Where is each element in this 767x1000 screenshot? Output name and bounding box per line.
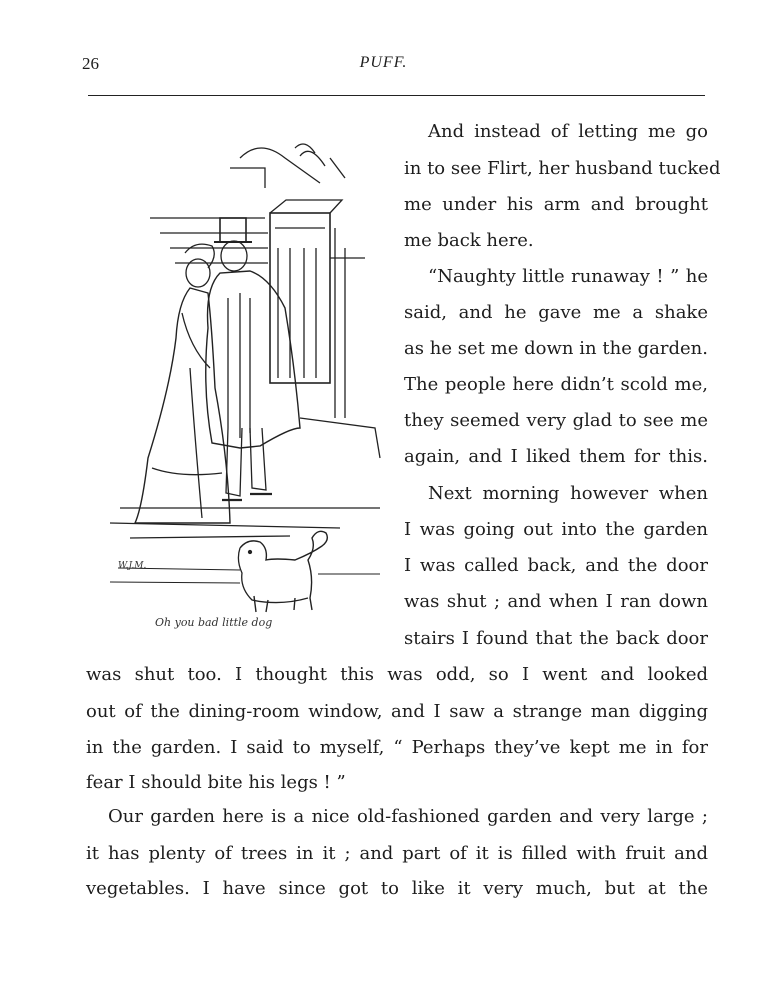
text-line: Next morning however when [428, 483, 708, 504]
illustration-caption: Oh you bad little dog [155, 616, 273, 629]
illustration [90, 128, 390, 643]
text-line: I was going out into the garden [404, 519, 708, 540]
text-line: said, and he gave me a shake [404, 302, 708, 323]
artist-signature: W.J.M. [118, 561, 147, 571]
text-line: stairs I found that the back door [404, 628, 708, 649]
text-line: vegetables. I have since got to like it very much, but at the [86, 878, 708, 899]
text-line: as he set me down in the garden. [404, 338, 708, 359]
text-line: Our garden here is a nice old-fashioned garden and very large ; [108, 806, 708, 827]
page-header [0, 52, 767, 82]
illustration-drawing [90, 128, 390, 643]
text-line: “Naughty little runaway ! ” he [428, 266, 708, 287]
text-line: The people here didn’t scold me, [404, 374, 708, 395]
text-line: me back here. [404, 230, 534, 251]
text-line: was shut ; and when I ran down [404, 591, 708, 612]
text-line: And instead of letting me go [428, 121, 708, 142]
text-line: fear I should bite his legs ! ” [86, 772, 346, 793]
text-line: was shut too. I thought this was odd, so I went and looked [86, 664, 708, 685]
text-line: out of the dining-room window, and I saw a strange man digging [86, 701, 708, 722]
page-number: 26 [82, 54, 99, 73]
text-line: in to see Flirt, her husband tucked [404, 158, 721, 179]
header-rule [88, 95, 705, 96]
text-line: they seemed very glad to see me [404, 410, 708, 431]
text-line: in the garden. I said to myself, “ Perhaps they’ve kept me in for [86, 737, 708, 758]
text-line: I was called back, and the door [404, 555, 708, 576]
text-line: again, and I liked them for this. [404, 446, 708, 467]
text-line: it has plenty of trees in it ; and part of it is filled with fruit and [86, 843, 708, 864]
text-line: me under his arm and brought [404, 194, 708, 215]
running-title: PUFF. [359, 54, 408, 71]
